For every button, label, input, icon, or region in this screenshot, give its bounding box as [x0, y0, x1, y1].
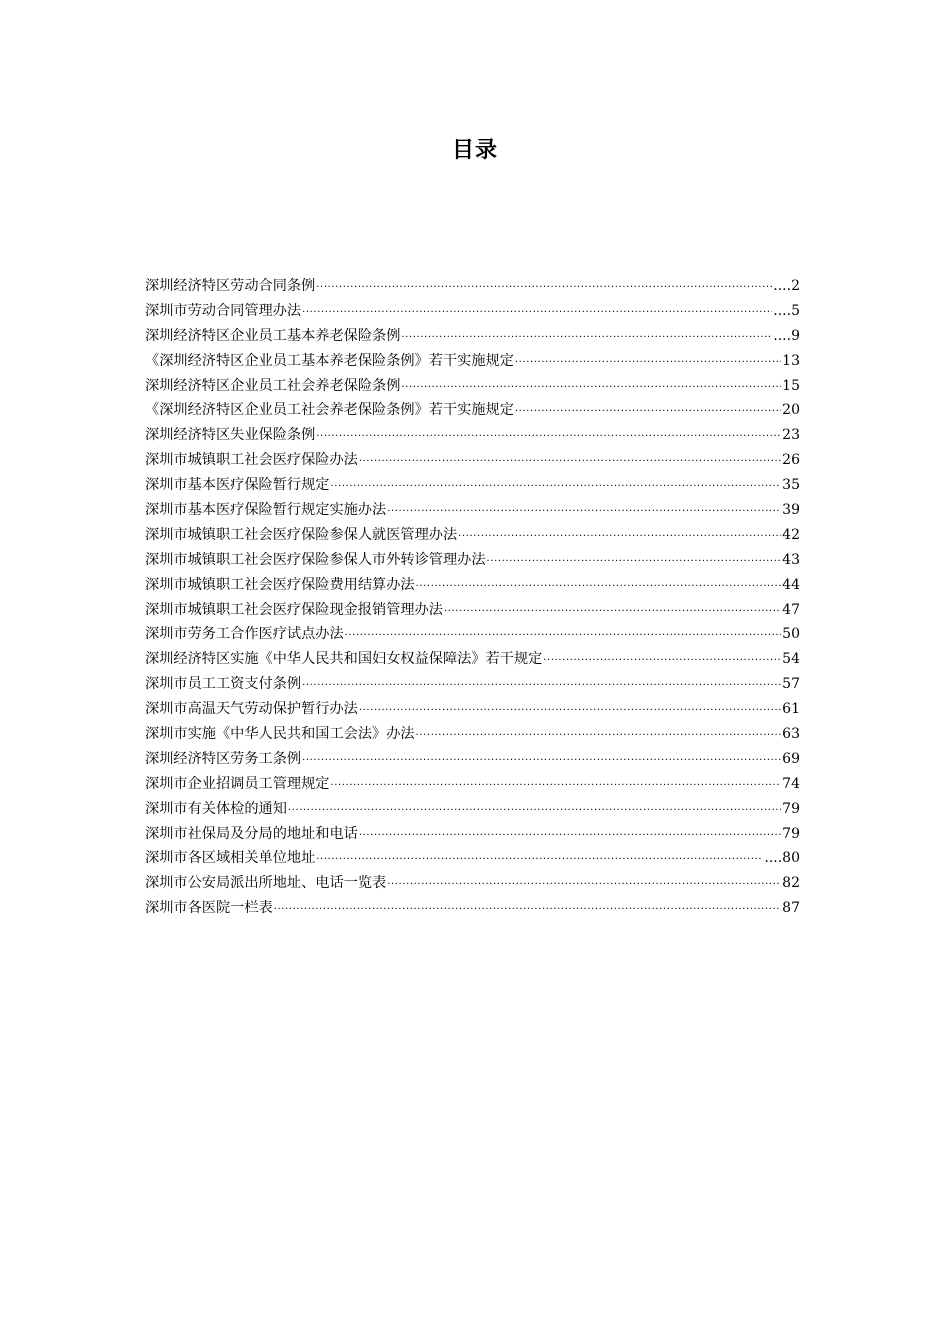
toc-entry[interactable] — [145, 647, 800, 672]
table-of-contents — [145, 274, 800, 921]
toc-dot-leader — [288, 799, 781, 822]
toc-entry-page-number: 79 — [782, 825, 800, 842]
toc-entry[interactable] — [145, 747, 800, 772]
toc-entry[interactable] — [145, 697, 800, 722]
toc-entry[interactable] — [145, 797, 800, 822]
toc-entry-page-number: ....9 — [773, 327, 800, 344]
toc-entry-page-number: 74 — [782, 775, 800, 792]
toc-entry-page-number: 57 — [782, 676, 800, 693]
toc-dot-leader — [302, 301, 772, 324]
toc-entry-title: 深圳经济特区劳务工条例 — [145, 750, 302, 767]
toc-entry[interactable] — [145, 573, 800, 598]
toc-entry-title: 《深圳经济特区企业员工基本养老保险条例》若干实施规定 — [145, 352, 514, 369]
toc-entry-page-number: 47 — [782, 601, 800, 618]
toc-entry[interactable] — [145, 398, 800, 423]
toc-entry-page-number: 42 — [782, 526, 800, 543]
toc-entry-page-number: ....80 — [764, 850, 800, 867]
toc-entry[interactable] — [145, 772, 800, 797]
toc-entry-title: 深圳经济特区实施《中华人民共和国妇女权益保障法》若干规定 — [145, 651, 543, 668]
toc-entry-title: 深圳市企业招调员工管理规定 — [145, 775, 330, 792]
toc-entry-title: 深圳经济特区失业保险条例 — [145, 427, 316, 444]
toc-entry[interactable] — [145, 846, 800, 871]
toc-entry-title: 深圳市基本医疗保险暂行规定 — [145, 477, 330, 494]
toc-entry[interactable] — [145, 822, 800, 847]
toc-entry-title: 深圳市各区域相关单位地址 — [145, 850, 316, 867]
toc-entry-title: 深圳市公安局派出所地址、电话一览表 — [145, 875, 387, 892]
toc-entry-page-number: 61 — [782, 701, 800, 718]
toc-entry-title: 深圳市城镇职工社会医疗保险参保人市外转诊管理办法 — [145, 551, 486, 568]
toc-entry-page-number: 63 — [782, 726, 800, 743]
toc-entry-page-number: 87 — [782, 900, 800, 917]
toc-entry[interactable] — [145, 896, 800, 921]
toc-entry[interactable] — [145, 299, 800, 324]
toc-entry-page-number: 23 — [782, 427, 800, 444]
toc-dot-leader — [316, 425, 781, 448]
toc-entry-page-number: 79 — [782, 800, 800, 817]
toc-entry[interactable] — [145, 473, 800, 498]
toc-entry-title: 深圳市有关体检的通知 — [145, 800, 287, 817]
toc-entry[interactable] — [145, 622, 800, 647]
page-title: 目录 — [451, 138, 498, 163]
toc-entry-page-number: 44 — [782, 576, 800, 593]
toc-entry-title: 深圳经济特区劳动合同条例 — [145, 278, 316, 294]
toc-entry-page-number: 69 — [782, 750, 800, 767]
toc-dot-leader — [458, 525, 781, 548]
toc-dot-leader — [387, 500, 781, 523]
toc-entry-page-number: 50 — [782, 626, 800, 643]
toc-entry[interactable] — [145, 598, 800, 623]
toc-entry-page-number: 54 — [782, 651, 800, 668]
toc-dot-leader — [345, 624, 782, 647]
toc-entry[interactable] — [145, 722, 800, 747]
toc-entry-title: 深圳市员工工资支付条例 — [145, 676, 302, 693]
toc-entry-title: 深圳经济特区企业员工基本养老保险条例 — [145, 327, 401, 344]
toc-dot-leader — [359, 450, 781, 473]
toc-dot-leader — [416, 575, 782, 598]
toc-dot-leader — [274, 898, 781, 921]
toc-dot-leader — [316, 276, 772, 299]
toc-entry-title: 深圳经济特区企业员工社会养老保险条例 — [145, 377, 401, 394]
toc-dot-leader — [515, 400, 781, 423]
toc-entry[interactable] — [145, 871, 800, 896]
toc-dot-leader — [302, 674, 781, 697]
toc-entry-title: 深圳市劳动合同管理办法 — [145, 302, 302, 319]
toc-entry-title: 深圳市城镇职工社会医疗保险办法 — [145, 452, 358, 469]
toc-entry-title: 深圳市高温天气劳动保护暂行办法 — [145, 701, 358, 718]
toc-dot-leader — [316, 848, 763, 871]
toc-dot-leader — [302, 749, 781, 772]
toc-entry-title: 深圳市各医院一栏表 — [145, 900, 273, 917]
toc-entry-page-number: 39 — [782, 502, 800, 519]
toc-entry-page-number: 20 — [782, 402, 800, 419]
toc-entry-title: 深圳市城镇职工社会医疗保险现金报销管理办法 — [145, 601, 443, 618]
toc-dot-leader — [330, 774, 781, 797]
toc-entry-title: 《深圳经济特区企业员工社会养老保险条例》若干实施规定 — [145, 402, 514, 419]
toc-entry-page-number: 26 — [782, 452, 800, 469]
toc-dot-leader — [515, 351, 781, 374]
toc-entry[interactable] — [145, 672, 800, 697]
toc-dot-leader — [401, 376, 781, 399]
toc-dot-leader — [387, 873, 781, 896]
toc-entry[interactable] — [145, 274, 800, 299]
toc-dot-leader — [416, 724, 782, 747]
toc-entry-title: 深圳市劳务工合作医疗试点办法 — [145, 626, 344, 643]
toc-entry-page-number: 35 — [782, 477, 800, 494]
toc-entry[interactable] — [145, 324, 800, 349]
toc-dot-leader — [487, 550, 782, 573]
toc-entry[interactable] — [145, 349, 800, 374]
toc-entry[interactable] — [145, 448, 800, 473]
toc-entry-title: 深圳市基本医疗保险暂行规定实施办法 — [145, 502, 387, 519]
toc-dot-leader — [330, 475, 781, 498]
toc-dot-leader — [401, 326, 772, 349]
toc-entry[interactable] — [145, 374, 800, 399]
toc-entry-page-number: ....5 — [773, 302, 800, 319]
toc-entry[interactable] — [145, 423, 800, 448]
toc-dot-leader — [359, 824, 781, 847]
toc-dot-leader — [359, 699, 781, 722]
toc-entry[interactable] — [145, 498, 800, 523]
toc-entry-title: 深圳市实施《中华人民共和国工会法》办法 — [145, 726, 415, 743]
toc-entry[interactable] — [145, 523, 800, 548]
toc-dot-leader — [444, 600, 781, 623]
toc-entry-page-number: ....2 — [773, 278, 800, 294]
toc-entry[interactable] — [145, 548, 800, 573]
toc-dot-leader — [543, 649, 781, 672]
toc-entry-page-number: 13 — [782, 352, 800, 369]
toc-entry-title: 深圳市社保局及分局的地址和电话 — [145, 825, 358, 842]
toc-entry-page-number: 43 — [782, 551, 800, 568]
toc-entry-title: 深圳市城镇职工社会医疗保险费用结算办法 — [145, 576, 415, 593]
toc-entry-title: 深圳市城镇职工社会医疗保险参保人就医管理办法 — [145, 526, 458, 543]
toc-entry-page-number: 82 — [782, 875, 800, 892]
toc-entry-page-number: 15 — [782, 377, 800, 394]
